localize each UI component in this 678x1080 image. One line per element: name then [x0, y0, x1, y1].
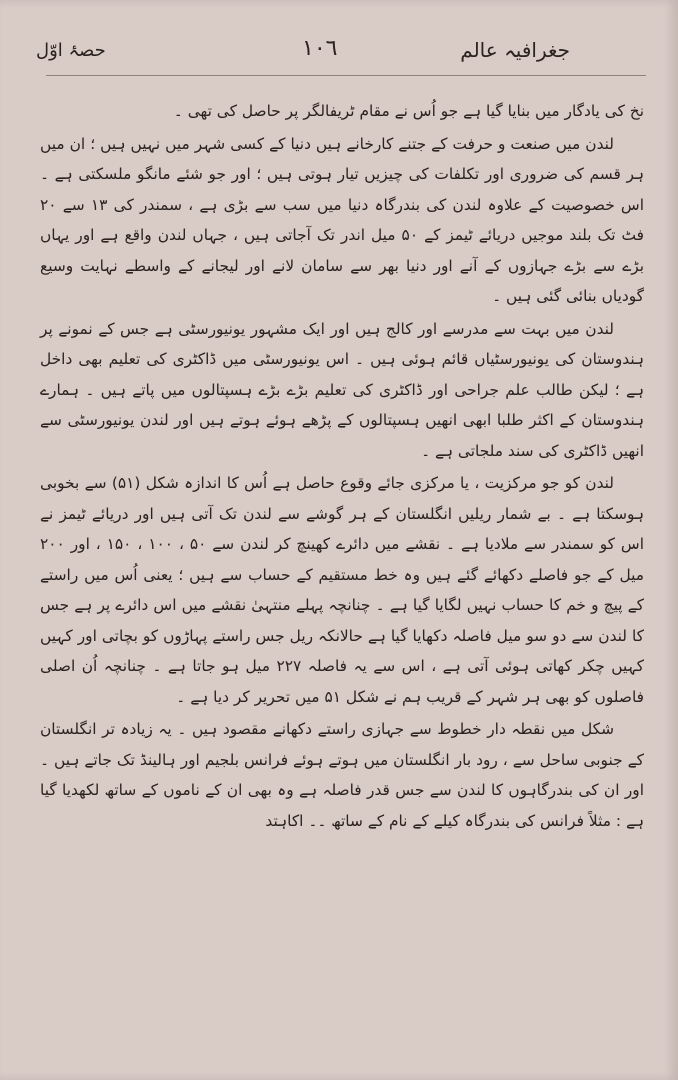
header-rule: [46, 75, 646, 76]
part-label: حصۂ اوّل: [36, 40, 106, 61]
paragraph: لندن کو جو مرکزیت ، یا مرکزی جائے وقوع حاصل ہے اُس کا اندازہ شکل (۵۱) سے بخوبی ہوسکتا ہے ۔ بے شمار ریلیں انگلستان کے ہر گوشے سے لندن تک آتی ہیں اور دریائے ٹیمز نے اس کو سمندر سے ملادیا ہے ۔ نقشے میں دائرے کھینچ کر لندن سے ۵۰ ، ۱۰۰ ، ۱۵۰ ، اور ۲۰۰ میل کے جو فاصلے دکھائے گئے ہیں وہ خط مستقیم کے حساب سے ہیں ؛ یعنی اُس میں راستے کے پیچ و خم کا حساب نہیں لگایا گیا ہے ۔ چنانچہ پہلے منتہیٰ نقشے میں اس دائرے پر ہے جس کا لندن سے دو سو میل فاصلہ دکھایا گیا ہے حالانکہ ریل جس راستے پہاڑوں کو بچاتی اور کہیں کہیں چکر کھاتی ہوئی آتی ہے ، اس سے یہ فاصلہ ۲۲۷ میل ہو جاتا ہے ۔ چنانچہ اُن اصلی فاصلوں کو بھی ہر شہر کے قریب ہم نے شکل ۵۱ میں تحریر کر دیا ہے ۔: [40, 474, 645, 706]
page-header: [36, 38, 640, 68]
running-title: جغرافیہ عالم: [460, 38, 570, 62]
page-body: [40, 96, 644, 1056]
paragraph: شکل میں نقطہ دار خطوط سے جہازی راستے دکھانے مقصود ہیں ۔ یہ زیادہ تر انگلستان کے جنوبی ساحل سے ، رود بار انگلستان میں ہوتے ہوئے فرانس بلجیم اور ہالینڈ تک جاتے ہیں ۔ اور ان کی بندرگاہوں کا لندن سے جس قدر فاصلہ ہے وہ بھی ان کے ناموں کے ساتھ لکھدیا گیا ہے : مثلاً فرانس کی بندرگاہ کیلے کے نام کے ساتھ ۔۔ اکاہتد: [40, 720, 644, 830]
paragraph: لندن میں صنعت و حرفت کے جتنے کارخانے ہیں دنیا کے کسی شہر میں نہیں ہیں ؛ ان میں ہر قسم کی ضروری اور تکلفات کی چیزیں تیار ہوتی ہیں ؛ اور جو شئے مانگو ملسکتی ہے ۔ اس خصوصیت کے علاوہ لندن کی بندرگاہ دنیا میں سب سے بڑی ہے ، سمندر کی ۱۳ سے ۲۰ فٹ تک بلند موجیں دریائے ٹیمز کے ۵۰ میل اندر تک آجاتی ہیں ، جہاں لندن واقع ہے اور یہاں بڑے سے بڑے جہازوں کے آنے اور دنیا بھر سے سامان لانے اور لیجانے کے واسطے نہایت وسیع گودیاں بنائی گئی ہیں ۔: [40, 134, 644, 305]
page-number: ١٠٦: [302, 36, 338, 61]
paragraph: نخ کی یادگار میں بنایا گیا ہے جو اُس نے مقام ٹریفالگر پر حاصل کی تھی ۔: [173, 102, 644, 120]
paragraph: لندن میں بہت سے مدرسے اور کالج ہیں اور ایک مشہور یونیورسٹی ہے جس کے نمونے پر ہندوستان کی یونیورسٹیاں قائم ہوئی ہیں ۔ اس یونیورسٹی میں ڈاکٹری کی تعلیم بھی داخل ہے ؛ لیکن طالب علم جراحی اور ڈاکٹری کی تعلیم بڑے بڑے ہسپتالوں میں پاتے ہیں ۔ ہمارے ہندوستان کے اکثر طلبا ابھی انھیں ہسپتالوں کے پڑھے ہوئے ہوتے ہیں اور لندن یونیورسٹی سے انھیں ڈاکٹری کی سند ملجاتی ہے ۔: [40, 319, 644, 460]
